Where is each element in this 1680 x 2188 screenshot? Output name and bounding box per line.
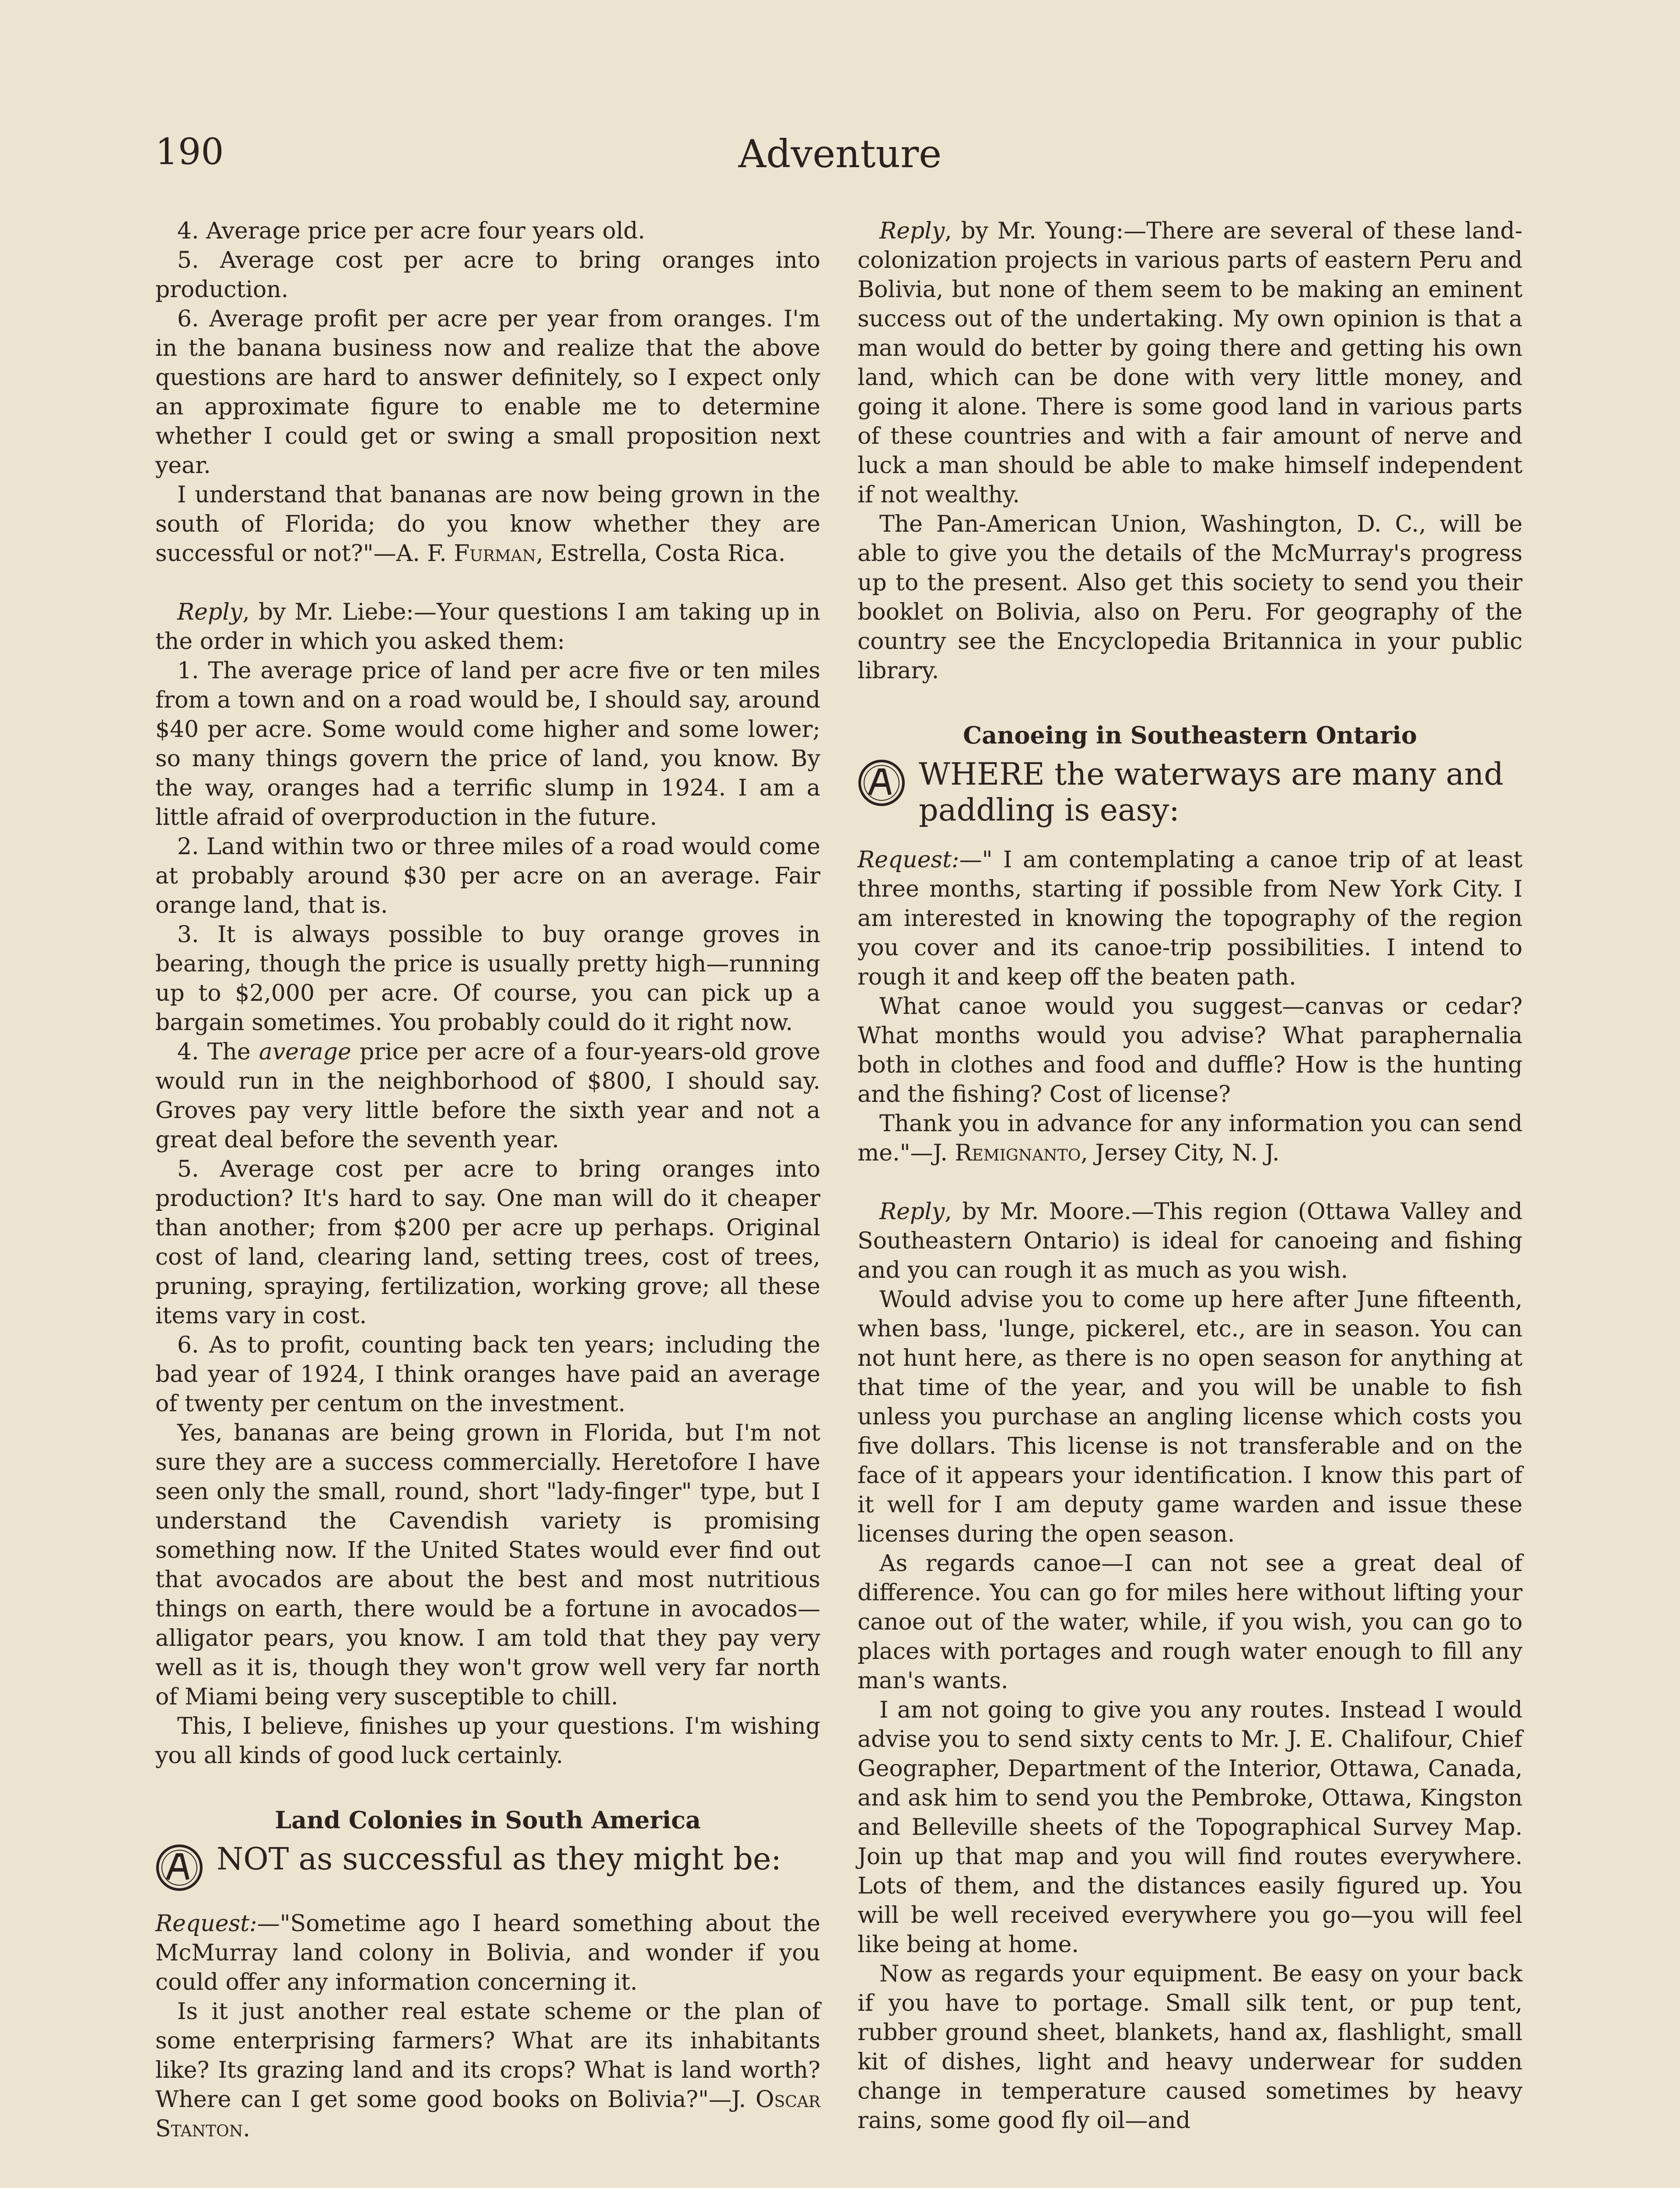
reply-lead: Reply, by Mr. Liebe:—Your questions I am taking up in the order in which you asked them: xyxy=(155,599,820,655)
request-paragraph: Request:—"Sometime ago I heard something about the McMurray land colony in Bolivia, and wonder if you could offer any information concerning it. xyxy=(155,1911,820,1995)
request-paragraph: Is it just another real estate scheme or the plan of some enterprising farmers? What are its inhabitants like? Its grazing land and its crops? What is land worth? Where can I get some good books on Bolivia?"—J. Oscar Stanton. xyxy=(155,1999,820,2142)
paragraph: The Pan-American Union, Washington, D. C., will be able to give you the details of the McMurray's progress up to the present. Also get this society to send you their booklet on Bolivia, also on Peru. For geography of the country see the Encyclopedia Britannica in your public library. xyxy=(858,511,1522,684)
reply-label: Reply xyxy=(177,599,243,625)
request-paragraph: Thank you in advance for any information you can send me."—J. Remignanto, Jersey City, N. J. xyxy=(858,1111,1522,1166)
paragraph: 6. Average profit per acre per year from oranges. I'm in the banana business now and realize that the above questions are hard to answer definitely, so I expect only an approximate figure to enable me to determine whether I could get or swing a small proposition next year. xyxy=(155,306,820,479)
request-label: Request: xyxy=(858,847,959,873)
reply-lead: Reply, by Mr. Young:—There are several of these land-colonization projects in various parts of eastern Peru and Bolivia, but none of them seem to be making an eminent success out of the undertaking. My own opinion is that a man would do better by going there and getting his own land, which can be done with very little money, and going it alone. There is some good land in various parts of these countries and with a fair amount of nerve and luck a man should be able to make himself independent if not wealthy. xyxy=(858,218,1522,508)
request-paragraph: What canoe would you suggest—canvas or cedar? What months would you advise? What paraphernalia both in clothes and food and duffle? How is the hunting and the fishing? Cost of license? xyxy=(858,993,1522,1108)
magazine-title: Adventure xyxy=(738,131,942,176)
section-lead: WHERE the waterways are many and paddling is easy: xyxy=(858,759,1522,828)
paragraph: Now as regards your equipment. Be easy on your back if you have to portage. Small silk tent, or pup tent, rubber ground sheet, blankets, hand ax, flashlight, small kit of dishes, light and heavy underwear for sudden change in temperature caused sometimes by heavy rains, some good fly oil—and xyxy=(858,1961,1522,2134)
ask-adventure-emblem-icon xyxy=(858,759,906,807)
paragraph: I am not going to give you any routes. Instead I would advise you to send sixty cents to Mr. J. E. Chalifour, Chief Geographer, Department of the Interior, Ottawa, Canada, and ask him to send you the Pembroke, Ottawa, Kingston and Belleville sheets of the Topographical Survey Map. Join up that map and you will find routes everywhere. Lots of them, and the distances easily figured up. You will be well received everywhere you go—you will feel like being at home. xyxy=(858,1697,1522,1958)
request-paragraph: Request:—" I am contemplating a canoe trip of at least three months, starting if possible from New York City. I am interested in knowing the topography of the region you cover and its canoe-trip possibilities. I intend to rough it and keep off the beaten path. xyxy=(858,847,1522,990)
paragraph: Would advise you to come up here after June fifteenth, when bass, 'lunge, pickerel, etc., are in season. You can not hunt here, as there is no open season for anything at that time of the year, and you will be unable to fish unless you purchase an angling license which costs you five dollars. This license is not transferable and on the face of it appears your identification. I know this part of it well for I am deputy game warden and issue these licenses during the open season. xyxy=(858,1287,1522,1547)
paragraph: As regards canoe—I can not see a great deal of difference. You can go for miles here without lifting your canoe out of the water, while, if you wish, you can go to places with portages and rough water enough to fill any man's wants. xyxy=(858,1550,1522,1694)
reply-lead: Reply, by Mr. Moore.—This region (Ottawa Valley and Southeastern Ontario) is ideal for canoeing and fishing and you can rough it as much as you wish. xyxy=(858,1199,1522,1283)
reply-label: Reply xyxy=(879,1199,945,1225)
right-column xyxy=(858,217,1522,2135)
signature-name: Remignanto xyxy=(955,1140,1081,1166)
paragraph: 1. The average price of land per acre five or ten miles from a town and on a road would be, I should say, around $40 per acre. Some would come higher and some lower; so many things govern the price of land, you know. By the way, oranges had a terrific slump in 1924. I am a little afraid of overproduction in the future. xyxy=(155,658,820,831)
request-label: Request: xyxy=(155,1911,257,1937)
page-number: 190 xyxy=(155,131,224,173)
section-lead: NOT as successful as they might be: xyxy=(155,1844,820,1892)
paragraph: 2. Land within two or three miles of a road would come at probably around $30 per acre on an average. Fair orange land, that is. xyxy=(155,834,820,919)
section-title: Land Colonies in South America xyxy=(275,1806,701,1834)
paragraph: Yes, bananas are being grown in Florida, but I'm not sure they are a success commercially. Heretofore I have seen only the small, round, short "lady-finger" type, but I understand the Cavendish variety is promising something now. If the United States would ever find out that avocados are about the best and most nutritious things on earth, there would be a fortune in avocados—alligator pears, you know. I am told that they pay very well as it is, though they won't grow well very far north of Miami being very susceptible to chill. xyxy=(155,1420,820,1710)
paragraph: 5. Average cost per acre to bring oranges into production. xyxy=(155,247,820,303)
signature-name: Oscar Stanton xyxy=(155,2086,820,2142)
signature-name: Furman xyxy=(454,540,536,567)
reply-label: Reply xyxy=(879,218,945,244)
paragraph: 6. As to profit, counting back ten years; including the bad year of 1924, I think oranges have paid an average of twenty per centum on the investment. xyxy=(155,1332,820,1417)
left-column xyxy=(155,217,820,2144)
paragraph: 4. The average price per acre of a four-years-old grove would run in the neighborhood of $800, I should say. Groves pay very little before the sixth year and not a great deal before the seventh year. xyxy=(155,1039,820,1153)
paragraph: 5. Average cost per acre to bring oranges into production? It's hard to say. One man will do it cheaper than another; from $200 per acre up perhaps. Original cost of land, clearing land, setting trees, cost of trees, pruning, spraying, fertilization, working grove; all these items vary in cost. xyxy=(155,1156,820,1329)
paragraph: This, I believe, finishes up your questions. I'm wishing you all kinds of good luck certainly. xyxy=(155,1713,820,1769)
ask-adventure-emblem-icon xyxy=(155,1844,203,1892)
paragraph: 4. Average price per acre four years old. xyxy=(177,218,645,244)
paragraph: 3. It is always possible to buy orange groves in bearing, though the price is usually pretty high—running up to $2,000 per acre. Of course, you can pick up a bargain sometimes. You probably could do it right now. xyxy=(155,922,820,1036)
section-title: Canoeing in Southeastern Ontario xyxy=(963,721,1417,749)
page-header xyxy=(155,131,1525,179)
paragraph: I understand that bananas are now being grown in the south of Florida; do you know whether they are successful or not?"—A. F. Furman, Estrella, Costa Rica. xyxy=(155,482,820,567)
